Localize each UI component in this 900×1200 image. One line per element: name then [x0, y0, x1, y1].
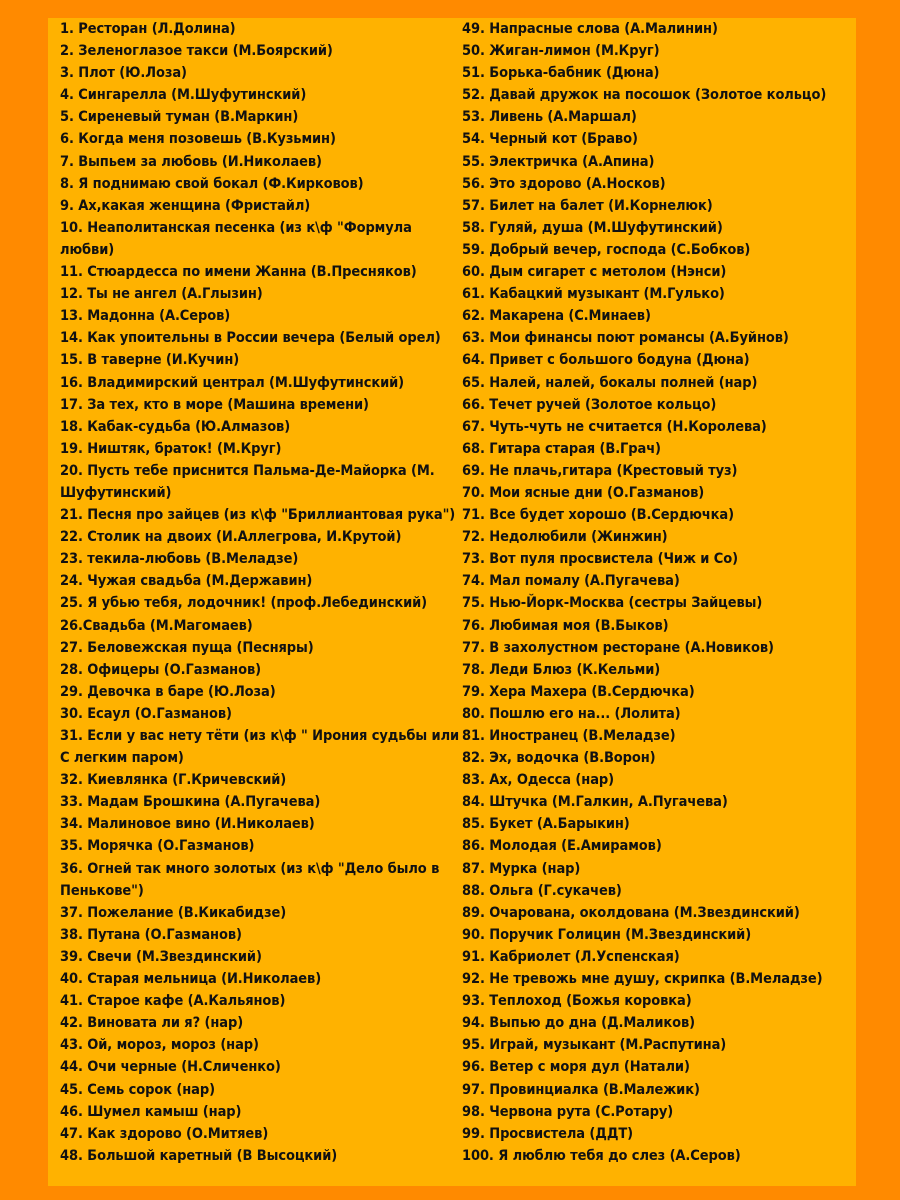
- song-item: 16. Владимирский централ (М.Шуфутинский): [60, 374, 405, 391]
- song-item: 84. Штучка (М.Галкин, А.Пугачева): [462, 794, 728, 811]
- song-item: 55. Электричка (А.Апина): [462, 153, 655, 170]
- song-item: 32. Киевлянка (Г.Кричевский): [60, 772, 287, 789]
- song-item: 19. Ништяк, браток! (М.Круг): [60, 440, 282, 457]
- song-item: 96. Ветер с моря дул (Натали): [462, 1059, 690, 1076]
- song-item: 70. Мои ясные дни (О.Газманов): [462, 484, 705, 501]
- song-item: 21. Песня про зайцев (из к\ф "Бриллиантовая рука"): [60, 507, 456, 524]
- song-item: 79. Хера Махера (В.Сердючка): [462, 683, 695, 700]
- song-item: 11. Стюардесса по имени Жанна (В.Пресняков): [60, 264, 417, 281]
- song-item: 89. Очарована, околдована (М.Звездинский): [462, 904, 800, 921]
- song-item: 53. Ливень (А.Маршал): [462, 109, 637, 126]
- song-item: 2. Зеленоглазое такси (М.Боярский): [60, 43, 333, 60]
- song-item: 99. Просвистела (ДДТ): [462, 1125, 633, 1142]
- song-item: 56. Это здорово (А.Носков): [462, 175, 666, 192]
- song-item: 34. Малиновое вино (И.Николаев): [60, 816, 315, 833]
- song-item: 71. Все будет хорошо (В.Сердючка): [462, 507, 734, 524]
- song-item: 90. Поручик Голицин (М.Звездинский): [462, 926, 752, 943]
- song-item: 63. Мои финансы поют романсы (А.Буйнов): [462, 330, 789, 347]
- song-item: 87. Мурка (нар): [462, 860, 581, 877]
- song-item: 97. Провинциалка (В.Малежик): [462, 1081, 700, 1098]
- song-item: 13. Мадонна (А.Серов): [60, 308, 231, 325]
- song-item: 38. Путана (О.Газманов): [60, 926, 242, 943]
- song-item: 95. Играй, музыкант (М.Распутина): [462, 1037, 727, 1054]
- song-item: 39. Свечи (М.Звездинский): [60, 948, 262, 965]
- song-item: 7. Выпьем за любовь (И.Николаев): [60, 153, 322, 170]
- song-column-right: [462, 18, 852, 1167]
- song-item: 24. Чужая свадьба (М.Державин): [60, 573, 313, 590]
- song-item: 40. Старая мельница (И.Николаев): [60, 971, 322, 988]
- song-item: 48. Большой каретный (В Высоцкий): [60, 1147, 338, 1164]
- song-item: 12. Ты не ангел (А.Глызин): [60, 286, 263, 303]
- song-item: 64. Привет с большого бодуна (Дюна): [462, 352, 750, 369]
- song-item: 3. Плот (Ю.Лоза): [60, 65, 187, 82]
- song-item: 74. Мал помалу (А.Пугачева): [462, 573, 680, 590]
- song-item: 60. Дым сигарет с метолом (Нэнси): [462, 264, 727, 281]
- song-item: 80. Пошлю его на... (Лолита): [462, 705, 681, 722]
- song-item: 20. Пусть тебе приснится Пальма-Де-Майорка (М. Шуфутинский): [60, 462, 435, 501]
- song-item: 8. Я поднимаю свой бокал (Ф.Кирковов): [60, 175, 364, 192]
- song-item: 66. Течет ручей (Золотое кольцо): [462, 396, 717, 413]
- song-item: 62. Макарена (С.Минаев): [462, 308, 651, 325]
- song-item: 47. Как здорово (О.Митяев): [60, 1125, 269, 1142]
- song-item: 86. Молодая (Е.Амирамов): [462, 838, 662, 855]
- song-item: 73. Вот пуля просвистела (Чиж и Со): [462, 551, 738, 568]
- song-item: 51. Борька-бабник (Дюна): [462, 65, 660, 82]
- song-item: 36. Огней так много золотых (из к\ф "Дело было в Пенькове"): [60, 860, 440, 899]
- song-item: 37. Пожелание (В.Кикабидзе): [60, 904, 287, 921]
- song-item: 27. Беловежская пуща (Песняры): [60, 639, 314, 656]
- song-item: 31. Если у вас нету тёти (из к\ф " Ирония судьбы или С легким паром): [60, 728, 460, 767]
- song-item: 82. Эх, водочка (В.Ворон): [462, 750, 656, 767]
- song-item: 78. Леди Блюз (К.Кельми): [462, 661, 661, 678]
- song-item: 76. Любимая моя (В.Быков): [462, 617, 669, 634]
- song-item: 10. Неаполитанская песенка (из к\ф "Формула любви): [60, 219, 412, 258]
- song-item: 23. текила-любовь (В.Меладзе): [60, 551, 299, 568]
- song-item: 61. Кабацкий музыкант (М.Гулько): [462, 286, 725, 303]
- song-item: 28. Офицеры (О.Газманов): [60, 661, 261, 678]
- song-item: 50. Жиган-лимон (М.Круг): [462, 43, 660, 60]
- song-item: 17. За тех, кто в море (Машина времени): [60, 396, 369, 413]
- song-item: 75. Нью-Йорк-Москва (сестры Зайцевы): [462, 595, 763, 612]
- song-item: 57. Билет на балет (И.Корнелюк): [462, 197, 713, 214]
- song-item: 91. Кабриолет (Л.Успенская): [462, 948, 680, 965]
- song-item: 45. Семь сорок (нар): [60, 1081, 215, 1098]
- song-item: 92. Не тревожь мне душу, скрипка (В.Меладзе): [462, 971, 823, 988]
- song-item: 29. Девочка в баре (Ю.Лоза): [60, 683, 276, 700]
- song-item: 43. Ой, мороз, мороз (нар): [60, 1037, 259, 1054]
- song-item: 59. Добрый вечер, господа (С.Бобков): [462, 241, 751, 258]
- song-item: 18. Кабак-судьба (Ю.Алмазов): [60, 418, 291, 435]
- song-item: 94. Выпью до дна (Д.Маликов): [462, 1015, 696, 1032]
- song-item: 26.Свадьба (М.Магомаев): [60, 617, 253, 634]
- song-item: 5. Сиреневый туман (В.Маркин): [60, 109, 299, 126]
- song-item: 9. Ах,какая женщина (Фристайл): [60, 197, 311, 214]
- song-item: 42. Виновата ли я? (нар): [60, 1015, 244, 1032]
- song-item: 22. Столик на двоих (И.Аллегрова, И.Крутой): [60, 529, 402, 546]
- song-item: 35. Морячка (О.Газманов): [60, 838, 255, 855]
- song-item: 1. Ресторан (Л.Долина): [60, 21, 236, 37]
- song-item: 93. Теплоход (Божья коровка): [462, 993, 692, 1010]
- song-item: 15. В таверне (И.Кучин): [60, 352, 240, 369]
- song-item: 65. Налей, налей, бокалы полней (нар): [462, 374, 758, 391]
- song-item: 83. Ах, Одесса (нар): [462, 772, 614, 789]
- song-item: 88. Ольга (Г.сукачев): [462, 882, 622, 899]
- song-item: 30. Есаул (О.Газманов): [60, 705, 232, 722]
- song-item: 77. В захолустном ресторане (А.Новиков): [462, 639, 774, 656]
- song-item: 69. Не плачь,гитара (Крестовый туз): [462, 462, 738, 479]
- song-item: 6. Когда меня позовешь (В.Кузьмин): [60, 131, 336, 148]
- song-item: 72. Недолюбили (Жинжин): [462, 529, 668, 546]
- song-item: 68. Гитара старая (В.Грач): [462, 440, 661, 457]
- song-item: 98. Червона рута (С.Ротару): [462, 1103, 674, 1120]
- song-item: 49. Напрасные слова (А.Малинин): [462, 21, 718, 37]
- song-item: 25. Я убью тебя, лодочник! (проф.Лебединский): [60, 595, 428, 612]
- song-item: 52. Давай дружок на посошок (Золотое кольцо): [462, 87, 827, 104]
- song-item: 41. Старое кафе (А.Кальянов): [60, 993, 286, 1010]
- song-item: 81. Иностранец (В.Меладзе): [462, 728, 676, 744]
- song-item: 54. Черный кот (Браво): [462, 131, 638, 148]
- song-item: 58. Гуляй, душа (М.Шуфутинский): [462, 219, 723, 236]
- song-item: 33. Мадам Брошкина (А.Пугачева): [60, 794, 321, 811]
- song-item: 4. Сингарелла (М.Шуфутинский): [60, 87, 307, 104]
- song-item: 100. Я люблю тебя до слез (А.Серов): [462, 1147, 741, 1164]
- song-item: 44. Очи черные (Н.Сличенко): [60, 1059, 281, 1076]
- song-column-left: [60, 18, 464, 1167]
- song-item: 14. Как упоительны в России вечера (Белый орел): [60, 330, 441, 347]
- song-item: 46. Шумел камыш (нар): [60, 1103, 242, 1120]
- song-item: 67. Чуть-чуть не считается (Н.Королева): [462, 418, 767, 435]
- song-item: 85. Букет (А.Барыкин): [462, 816, 630, 833]
